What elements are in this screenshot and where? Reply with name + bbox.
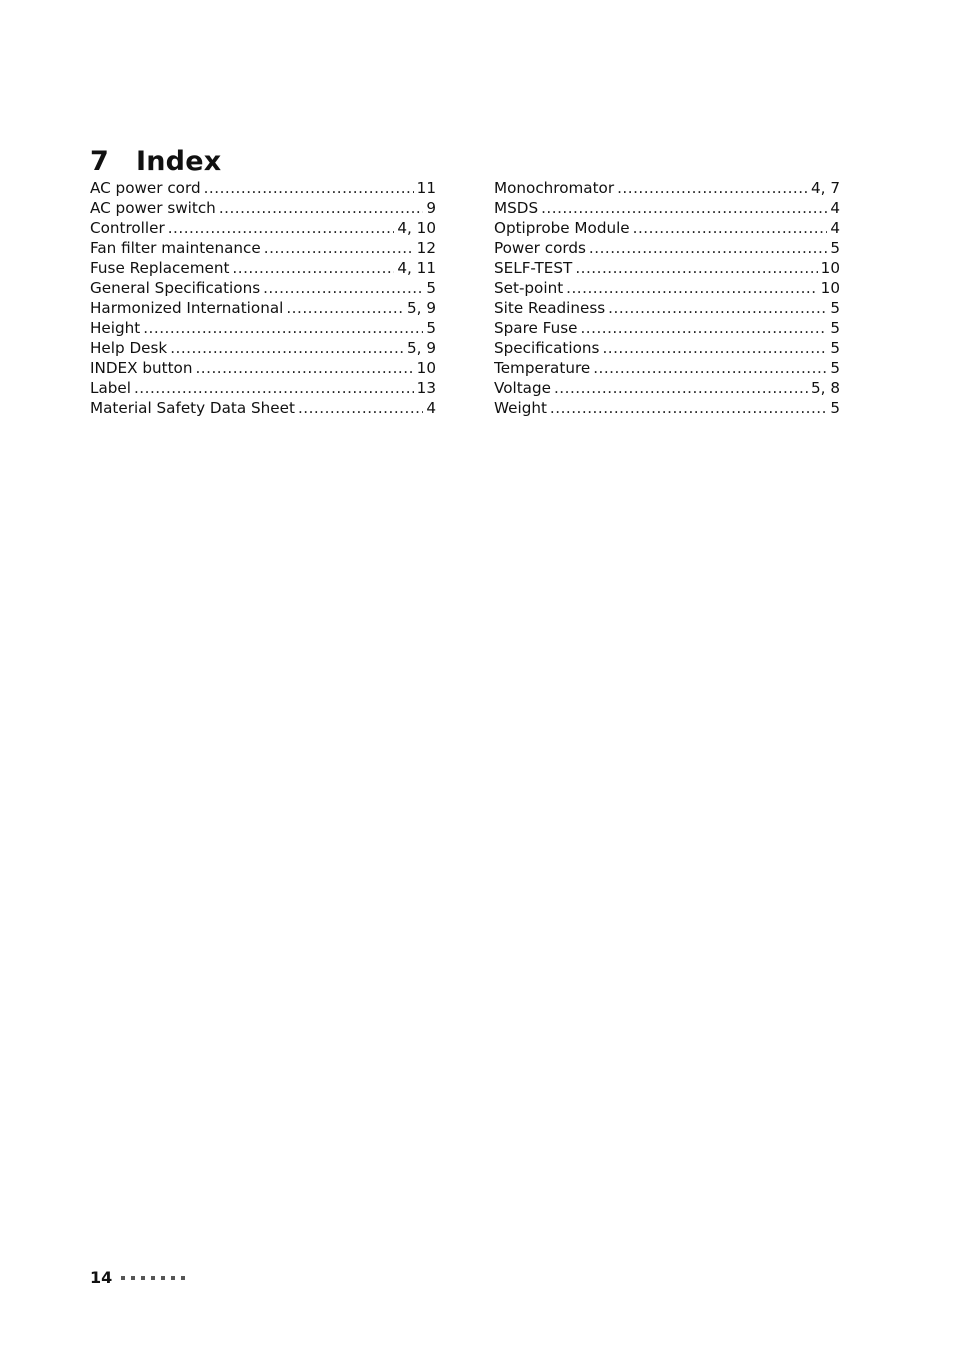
dot-leader <box>617 178 808 198</box>
index-pages: 10 <box>820 279 840 297</box>
index-pages: 5 <box>426 279 436 297</box>
index-pages: 5 <box>426 319 436 337</box>
index-term: Spare Fuse <box>494 319 578 337</box>
index-entry[interactable] <box>494 218 840 238</box>
index-term: Help Desk <box>90 339 168 357</box>
index-entry[interactable] <box>494 198 840 218</box>
dot-leader <box>264 238 414 258</box>
index-pages: 5, 9 <box>407 299 436 317</box>
dot-leader <box>286 298 404 318</box>
index-term: Voltage <box>494 379 551 397</box>
dot-leader <box>219 198 424 218</box>
index-entry[interactable] <box>90 218 436 238</box>
index-entry[interactable] <box>90 358 436 378</box>
dot-leader <box>602 338 827 358</box>
page-number: 14 <box>90 1268 113 1287</box>
footer-square-icon <box>151 1276 155 1280</box>
footer-square-icon <box>131 1276 135 1280</box>
index-entry[interactable] <box>494 398 840 418</box>
index-entry[interactable] <box>494 338 840 358</box>
index-term: Height <box>90 319 141 337</box>
index-term: Controller <box>90 219 165 237</box>
dot-leader <box>204 178 414 198</box>
index-term: Set-point <box>494 279 564 297</box>
index-entry[interactable] <box>90 258 436 278</box>
index-term: Weight <box>494 399 547 417</box>
index-entry[interactable] <box>90 378 436 398</box>
index-term: SELF-TEST <box>494 259 573 277</box>
index-pages: 5, 9 <box>407 339 436 357</box>
index-term: Fuse Replacement <box>90 259 230 277</box>
index-term: Temperature <box>494 359 591 377</box>
index-term: Power cords <box>494 239 586 257</box>
index-pages: 4, 7 <box>811 179 840 197</box>
index-pages: 9 <box>426 199 436 217</box>
index-term: Harmonized International <box>90 299 284 317</box>
index-pages: 4 <box>830 199 840 217</box>
footer-square-markers <box>121 1276 185 1280</box>
index-entry[interactable] <box>90 238 436 258</box>
index-pages: 5 <box>830 359 840 377</box>
dot-leader <box>550 398 827 418</box>
index-pages: 4, 10 <box>397 219 436 237</box>
index-pages: 10 <box>416 359 436 377</box>
index-entry[interactable] <box>90 298 436 318</box>
dot-leader <box>589 238 827 258</box>
dot-leader <box>168 218 395 238</box>
index-entry[interactable] <box>494 318 840 338</box>
dot-leader <box>575 258 817 278</box>
index-entry[interactable] <box>494 258 840 278</box>
dot-leader <box>554 378 808 398</box>
chapter-heading <box>90 146 221 177</box>
index-pages: 4 <box>830 219 840 237</box>
index-pages: 4 <box>426 399 436 417</box>
index-pages: 4, 11 <box>397 259 436 277</box>
index-term: AC power switch <box>90 199 216 217</box>
dot-leader <box>232 258 394 278</box>
index-entry[interactable] <box>90 178 436 198</box>
index-entry[interactable] <box>90 278 436 298</box>
dot-leader <box>195 358 413 378</box>
dot-leader <box>566 278 818 298</box>
dot-leader <box>298 398 423 418</box>
dot-leader <box>608 298 827 318</box>
footer-square-icon <box>141 1276 145 1280</box>
index-pages: 12 <box>416 239 436 257</box>
index-entry[interactable] <box>494 298 840 318</box>
footer-square-icon <box>161 1276 165 1280</box>
dot-leader <box>263 278 423 298</box>
index-pages: 13 <box>416 379 436 397</box>
index-entry[interactable] <box>90 398 436 418</box>
index-entry[interactable] <box>90 338 436 358</box>
index-term: Label <box>90 379 131 397</box>
dot-leader <box>593 358 827 378</box>
index-pages: 5 <box>830 319 840 337</box>
index-entry[interactable] <box>90 198 436 218</box>
index-entry[interactable] <box>494 378 840 398</box>
dot-leader <box>580 318 827 338</box>
index-entry[interactable] <box>494 358 840 378</box>
index-term: MSDS <box>494 199 539 217</box>
index-entry[interactable] <box>494 278 840 298</box>
index-entry[interactable] <box>494 178 840 198</box>
index-term: INDEX button <box>90 359 193 377</box>
footer-square-icon <box>121 1276 125 1280</box>
index-term: Site Readiness <box>494 299 606 317</box>
index-column-left <box>90 178 436 418</box>
index-term: Material Safety Data Sheet <box>90 399 295 417</box>
dot-leader <box>633 218 828 238</box>
index-pages: 5 <box>830 299 840 317</box>
index-term: AC power cord <box>90 179 201 197</box>
index-term: Monochromator <box>494 179 615 197</box>
index-pages: 5 <box>830 239 840 257</box>
index-column-right <box>494 178 840 418</box>
index-term: General Specifications <box>90 279 261 297</box>
index-pages: 11 <box>416 179 436 197</box>
index-pages: 10 <box>820 259 840 277</box>
footer-square-icon <box>171 1276 175 1280</box>
index-entry[interactable] <box>90 318 436 338</box>
index-term: Optiprobe Module <box>494 219 630 237</box>
index-entry[interactable] <box>494 238 840 258</box>
index-pages: 5 <box>830 399 840 417</box>
dot-leader <box>134 378 414 398</box>
page-footer <box>90 1268 185 1287</box>
footer-square-icon <box>181 1276 185 1280</box>
dot-leader <box>143 318 423 338</box>
dot-leader <box>541 198 827 218</box>
index-pages: 5, 8 <box>811 379 840 397</box>
dot-leader <box>170 338 404 358</box>
index-term: Specifications <box>494 339 600 357</box>
chapter-number: 7 <box>90 146 109 178</box>
index-term: Fan filter maintenance <box>90 239 261 257</box>
index-pages: 5 <box>830 339 840 357</box>
chapter-title: Index <box>136 146 222 178</box>
